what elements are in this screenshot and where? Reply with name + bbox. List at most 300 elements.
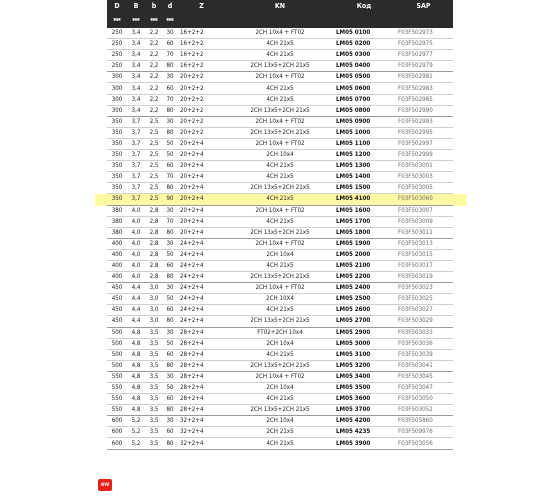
cell-z: 32+2+4 — [177, 416, 226, 427]
cell-kod: LM05 2600 — [334, 305, 394, 316]
cell-d: 500 — [107, 327, 127, 338]
cell-d: 400 — [107, 260, 127, 271]
cell-sap: F03F503013 — [394, 238, 453, 249]
cell-sap: F03F502981 — [394, 72, 453, 83]
cell-kn: 2CH 10x4 — [226, 249, 334, 260]
cell-z: 28+2+4 — [177, 405, 226, 416]
cell-kod: LM05 2100 — [334, 260, 394, 271]
cell-b: 2,5 — [145, 161, 163, 172]
cell-z: 24+2+4 — [177, 249, 226, 260]
cell-z: 20+2+4 — [177, 150, 226, 161]
cell-b: 3,5 — [145, 427, 163, 438]
cell-d: 30 — [163, 28, 177, 39]
table-row — [107, 294, 453, 305]
cell-b: 3,4 — [127, 28, 145, 39]
cell-d: 60 — [163, 349, 177, 360]
cell-d: 300 — [107, 72, 127, 83]
cell-b: 4,4 — [127, 294, 145, 305]
cell-kn: 4CH 21x5 — [226, 161, 334, 172]
cell-b: 2,8 — [145, 249, 163, 260]
col-header-D: D — [107, 0, 127, 11]
cell-sap: F03F503060 — [394, 194, 453, 205]
cell-d: 500 — [107, 360, 127, 371]
cell-z: 20+2+2 — [177, 127, 226, 138]
cell-kn: 4CH 21x5 — [226, 39, 334, 50]
cell-sap: F03F503009 — [394, 216, 453, 227]
unit-label: мм — [163, 11, 177, 28]
cell-b: 2,8 — [145, 260, 163, 271]
cell-b: 3,4 — [127, 105, 145, 116]
cell-b: 3,5 — [145, 338, 163, 349]
cell-sap: F03F502993 — [394, 116, 453, 127]
cell-sap: F03F502983 — [394, 83, 453, 94]
cell-d: 30 — [163, 371, 177, 382]
cell-b: 5,2 — [127, 427, 145, 438]
table-row — [107, 383, 453, 394]
cell-sap: F03F503047 — [394, 383, 453, 394]
cell-kod: LM05 0100 — [334, 28, 394, 39]
cell-z: 16+2+2 — [177, 61, 226, 72]
cell-b: 3,5 — [145, 371, 163, 382]
table-row — [107, 138, 453, 149]
cell-sap: F03F502973 — [394, 28, 453, 39]
cell-kod: LM05 1500 — [334, 183, 394, 194]
cell-kod: LM05 1300 — [334, 161, 394, 172]
cell-d: 30 — [163, 205, 177, 216]
table-row — [107, 349, 453, 360]
cell-kod: LM05 3500 — [334, 383, 394, 394]
cell-b: 5,2 — [127, 438, 145, 449]
cell-sap: F03F509976 — [394, 427, 453, 438]
cell-sap: F03F502997 — [394, 138, 453, 149]
cell-b: 2,2 — [145, 72, 163, 83]
cell-d: 250 — [107, 39, 127, 50]
cell-kod: LM05 3000 — [334, 338, 394, 349]
cell-b: 2,5 — [145, 194, 163, 205]
cell-kn: 2CH 10x4 — [226, 383, 334, 394]
cell-b: 4,4 — [127, 283, 145, 294]
cell-b: 3,5 — [145, 416, 163, 427]
unit-label: мм — [107, 11, 127, 28]
cell-z: 32+2+4 — [177, 438, 226, 449]
cell-kod: LM05 1700 — [334, 216, 394, 227]
table-row — [107, 150, 453, 161]
cell-kod: LM05 2400 — [334, 283, 394, 294]
cell-sap: F03F503023 — [394, 283, 453, 294]
cell-b: 3,5 — [145, 405, 163, 416]
cell-b: 2,5 — [145, 150, 163, 161]
cell-kn: 2CH 13x5+2CH 21x5 — [226, 272, 334, 283]
cell-d: 250 — [107, 50, 127, 61]
cell-d: 300 — [107, 83, 127, 94]
table-row — [107, 216, 453, 227]
cell-kod: LM05 2900 — [334, 327, 394, 338]
cell-b: 4,0 — [127, 238, 145, 249]
cell-b: 4,4 — [127, 305, 145, 316]
cell-kn: 4CH 21x5 — [226, 194, 334, 205]
table-header — [107, 0, 453, 28]
cell-b: 3,7 — [127, 116, 145, 127]
cell-sap: F03F503005 — [394, 183, 453, 194]
cell-d: 350 — [107, 161, 127, 172]
table-row — [107, 327, 453, 338]
cell-b: 3,7 — [127, 127, 145, 138]
cell-z: 16+2+2 — [177, 50, 226, 61]
table-row — [107, 205, 453, 216]
cell-kod: LM05 1400 — [334, 172, 394, 183]
cell-d: 350 — [107, 127, 127, 138]
table-row — [107, 227, 453, 238]
cell-sap: F03F503019 — [394, 272, 453, 283]
unit-empty — [177, 11, 226, 28]
cell-b: 2,5 — [145, 138, 163, 149]
cell-kn: 4CH 21x5 — [226, 260, 334, 271]
cell-d: 600 — [107, 416, 127, 427]
table-row — [107, 360, 453, 371]
cell-d: 60 — [163, 260, 177, 271]
cell-kn: 2CH 10x4 + FT02 — [226, 116, 334, 127]
cell-b: 3,4 — [127, 94, 145, 105]
cell-sap: F03F503001 — [394, 161, 453, 172]
table-row — [107, 249, 453, 260]
cell-b: 3,7 — [127, 183, 145, 194]
cell-d: 400 — [107, 272, 127, 283]
cell-kn: 2CH 13x5+2CH 21x5 — [226, 405, 334, 416]
cell-kn: 2CH 10x4 + FT02 — [226, 283, 334, 294]
cell-d: 80 — [163, 61, 177, 72]
cell-kn: 4CH 21x5 — [226, 349, 334, 360]
cell-z: 20+2+4 — [177, 138, 226, 149]
cell-d: 30 — [163, 283, 177, 294]
cell-z: 24+2+4 — [177, 260, 226, 271]
table-row — [107, 183, 453, 194]
cell-d: 80 — [163, 360, 177, 371]
cell-z: 24+2+4 — [177, 316, 226, 327]
cell-d: 80 — [163, 272, 177, 283]
table-row — [107, 28, 453, 39]
cell-d: 30 — [163, 238, 177, 249]
cell-b: 2,5 — [145, 127, 163, 138]
cell-sap: F03F505860 — [394, 416, 453, 427]
cell-b: 4,8 — [127, 360, 145, 371]
table-row — [107, 238, 453, 249]
cell-kn: 2CH 10x4 — [226, 338, 334, 349]
cell-d: 550 — [107, 394, 127, 405]
cell-b: 3,4 — [127, 39, 145, 50]
cell-sap: F03F503056 — [394, 438, 453, 449]
cell-sap: F03F503050 — [394, 394, 453, 405]
cell-kn: 4CH 21x5 — [226, 172, 334, 183]
table-row — [107, 39, 453, 50]
cell-kod: LM05 3100 — [334, 349, 394, 360]
cell-d: 80 — [163, 227, 177, 238]
cell-kod: LM05 3600 — [334, 394, 394, 405]
cell-sap: F03F503003 — [394, 172, 453, 183]
cell-d: 500 — [107, 349, 127, 360]
cell-b: 2,2 — [145, 50, 163, 61]
cell-z: 24+2+4 — [177, 272, 226, 283]
cell-kn: 2CH 13x5+2CH 21x5 — [226, 105, 334, 116]
table-row — [107, 427, 453, 438]
cell-d: 300 — [107, 105, 127, 116]
cell-d: 450 — [107, 316, 127, 327]
cell-d: 60 — [163, 39, 177, 50]
cell-z: 20+2+4 — [177, 161, 226, 172]
table-row — [107, 438, 453, 449]
cell-kn: 2CH 10x4 + FT02 — [226, 371, 334, 382]
cell-z: 24+2+4 — [177, 238, 226, 249]
cell-kn: 2CH 13x5+2CH 21x5 — [226, 61, 334, 72]
cell-z: 24+2+4 — [177, 294, 226, 305]
table-row — [107, 394, 453, 405]
cell-b: 3,0 — [145, 316, 163, 327]
cell-z: 20+2+2 — [177, 83, 226, 94]
cell-sap: F03F503036 — [394, 338, 453, 349]
cell-z: 32+2+4 — [177, 427, 226, 438]
cell-b: 4,0 — [127, 216, 145, 227]
cell-sap: F03F503033 — [394, 327, 453, 338]
table-row — [107, 127, 453, 138]
cell-z: 28+2+4 — [177, 327, 226, 338]
cell-d: 600 — [107, 438, 127, 449]
cell-kod: LM05 2000 — [334, 249, 394, 260]
cell-z: 28+2+4 — [177, 349, 226, 360]
cell-sap: F03F503029 — [394, 316, 453, 327]
cell-d: 50 — [163, 383, 177, 394]
cell-b: 2,2 — [145, 94, 163, 105]
cell-kod: LM05 0700 — [334, 94, 394, 105]
table-row — [107, 94, 453, 105]
cell-d: 60 — [163, 305, 177, 316]
cell-z: 20+2+4 — [177, 172, 226, 183]
cell-d: 350 — [107, 150, 127, 161]
cell-kod: LM05 3900 — [334, 438, 394, 449]
cell-d: 400 — [107, 238, 127, 249]
cell-kod: LM05 4100 — [334, 194, 394, 205]
cell-d: 60 — [163, 427, 177, 438]
cell-d: 90 — [163, 194, 177, 205]
cell-kod: LM05 3200 — [334, 360, 394, 371]
cell-d: 80 — [163, 316, 177, 327]
cell-d: 250 — [107, 28, 127, 39]
table-row — [107, 116, 453, 127]
cell-kod: LM05 1800 — [334, 227, 394, 238]
cell-b: 4,8 — [127, 405, 145, 416]
cell-b: 3,0 — [145, 305, 163, 316]
cell-sap: F03F502979 — [394, 61, 453, 72]
cell-d: 80 — [163, 127, 177, 138]
cell-b: 2,2 — [145, 105, 163, 116]
cell-sap: F03F503041 — [394, 360, 453, 371]
cell-d: 350 — [107, 138, 127, 149]
cell-kn: 2CH 10x4 + FT02 — [226, 238, 334, 249]
cell-d: 80 — [163, 183, 177, 194]
cell-b: 3,5 — [145, 349, 163, 360]
cell-d: 450 — [107, 294, 127, 305]
cell-b: 3,5 — [145, 360, 163, 371]
col-header-Z: Z — [177, 0, 226, 11]
cell-kod: LM05 0800 — [334, 105, 394, 116]
cell-b: 4,8 — [127, 338, 145, 349]
cell-b: 4,8 — [127, 349, 145, 360]
table-row — [107, 305, 453, 316]
table-row — [107, 405, 453, 416]
cell-kn: 2CH 10x4 + FT02 — [226, 28, 334, 39]
cell-sap: F03F503011 — [394, 227, 453, 238]
spec-table — [107, 0, 453, 450]
cell-b: 2,5 — [145, 172, 163, 183]
cell-b: 4,8 — [127, 371, 145, 382]
cell-z: 24+2+4 — [177, 283, 226, 294]
cell-kod: LM05 2200 — [334, 272, 394, 283]
cell-b: 3,4 — [127, 72, 145, 83]
cell-d: 50 — [163, 249, 177, 260]
cell-sap: F03F502975 — [394, 39, 453, 50]
table-row — [107, 194, 453, 205]
cell-z: 20+2+2 — [177, 72, 226, 83]
cell-kod: LM05 3700 — [334, 405, 394, 416]
cell-z: 28+2+4 — [177, 360, 226, 371]
cell-d: 350 — [107, 172, 127, 183]
cell-b: 2,2 — [145, 39, 163, 50]
unit-empty — [394, 11, 453, 28]
cell-kn: 2CH 10X4 — [226, 294, 334, 305]
cell-d: 30 — [163, 72, 177, 83]
cell-d: 30 — [163, 416, 177, 427]
cell-kn: 4CH 21x5 — [226, 305, 334, 316]
cell-d: 380 — [107, 216, 127, 227]
cell-z: 16+2+2 — [177, 39, 226, 50]
cell-kn: 2CH 13x5+2CH 21x5 — [226, 316, 334, 327]
cell-b: 3,4 — [127, 50, 145, 61]
cell-kn: 2CH 13x5+2CH 21x5 — [226, 183, 334, 194]
spec-table-container — [107, 0, 453, 450]
cell-kn: 4CH 21x5 — [226, 216, 334, 227]
cell-kn: 4CH 21x5 — [226, 394, 334, 405]
cell-b: 3,5 — [145, 394, 163, 405]
cell-sap: F03F503039 — [394, 349, 453, 360]
cell-b: 2,2 — [145, 61, 163, 72]
cell-d: 400 — [107, 249, 127, 260]
cell-d: 300 — [107, 94, 127, 105]
cell-d: 380 — [107, 227, 127, 238]
cell-kod: LM05 1100 — [334, 138, 394, 149]
cell-sap: F03F503025 — [394, 294, 453, 305]
cell-kn: 2CH 21x5 — [226, 427, 334, 438]
cell-kn: 4CH 21x5 — [226, 50, 334, 61]
cell-kod: LM05 0400 — [334, 61, 394, 72]
cell-d: 50 — [163, 294, 177, 305]
cell-sap: F03F503027 — [394, 305, 453, 316]
cell-sap: F03F502985 — [394, 94, 453, 105]
cell-d: 550 — [107, 383, 127, 394]
cell-z: 24+2+4 — [177, 305, 226, 316]
cell-d: 50 — [163, 338, 177, 349]
cell-b: 3,5 — [145, 438, 163, 449]
new-badge-icon: ew — [98, 479, 112, 491]
cell-kod: LM05 4200 — [334, 416, 394, 427]
cell-d: 60 — [163, 161, 177, 172]
cell-sap: F03F502990 — [394, 105, 453, 116]
cell-b: 3,0 — [145, 294, 163, 305]
table-row — [107, 283, 453, 294]
unit-label: мм — [127, 11, 145, 28]
cell-b: 4,8 — [127, 394, 145, 405]
cell-d: 600 — [107, 427, 127, 438]
cell-b: 3,7 — [127, 150, 145, 161]
table-row — [107, 316, 453, 327]
cell-d: 30 — [163, 327, 177, 338]
cell-z: 20+2+2 — [177, 105, 226, 116]
table-row — [107, 272, 453, 283]
cell-d: 60 — [163, 83, 177, 94]
cell-b: 4,4 — [127, 316, 145, 327]
cell-b: 3,7 — [127, 194, 145, 205]
cell-kod: LM05 1000 — [334, 127, 394, 138]
cell-sap: F03F503015 — [394, 249, 453, 260]
cell-d: 80 — [163, 105, 177, 116]
table-row — [107, 260, 453, 271]
cell-d: 60 — [163, 394, 177, 405]
cell-b: 4,0 — [127, 205, 145, 216]
cell-z: 28+2+4 — [177, 383, 226, 394]
table-row — [107, 61, 453, 72]
cell-kn: 2CH 10x4 — [226, 150, 334, 161]
cell-d: 50 — [163, 150, 177, 161]
cell-kod: LM05 0300 — [334, 50, 394, 61]
col-header-sap: SAP — [394, 0, 453, 11]
cell-z: 20+2+4 — [177, 183, 226, 194]
cell-b: 2,2 — [145, 83, 163, 94]
cell-kn: 4CH 21x5 — [226, 438, 334, 449]
cell-kn: 2CH 10x4 + FT02 — [226, 72, 334, 83]
cell-d: 30 — [163, 116, 177, 127]
cell-sap: F03F503007 — [394, 205, 453, 216]
cell-kod: LM05 1600 — [334, 205, 394, 216]
cell-z: 20+2+2 — [177, 116, 226, 127]
cell-z: 20+2+2 — [177, 94, 226, 105]
unit-empty — [334, 11, 394, 28]
cell-d: 80 — [163, 438, 177, 449]
cell-d: 350 — [107, 183, 127, 194]
cell-sap: F03F502995 — [394, 127, 453, 138]
cell-z: 20+2+4 — [177, 227, 226, 238]
cell-d: 500 — [107, 338, 127, 349]
table-row — [107, 72, 453, 83]
cell-b: 4,0 — [127, 272, 145, 283]
cell-kn: 2CH 13x5+2CH 21x5 — [226, 360, 334, 371]
cell-sap: F03F503017 — [394, 260, 453, 271]
cell-b: 2,8 — [145, 216, 163, 227]
cell-sap: F03F502999 — [394, 150, 453, 161]
cell-kod: LM05 3400 — [334, 371, 394, 382]
cell-b: 3,7 — [127, 138, 145, 149]
cell-kn: 2CH 13x5+2CH 21x5 — [226, 127, 334, 138]
cell-b: 3,5 — [145, 383, 163, 394]
cell-kod: LM05 0600 — [334, 83, 394, 94]
cell-z: 28+2+4 — [177, 394, 226, 405]
cell-b: 2,2 — [145, 28, 163, 39]
cell-d: 70 — [163, 216, 177, 227]
cell-kod: LM05 2500 — [334, 294, 394, 305]
cell-b: 2,8 — [145, 227, 163, 238]
cell-z: 28+2+4 — [177, 371, 226, 382]
cell-z: 20+2+4 — [177, 205, 226, 216]
cell-b: 4,8 — [127, 383, 145, 394]
cell-sap: F03F503045 — [394, 371, 453, 382]
cell-kod: LM05 1200 — [334, 150, 394, 161]
cell-d: 50 — [163, 138, 177, 149]
